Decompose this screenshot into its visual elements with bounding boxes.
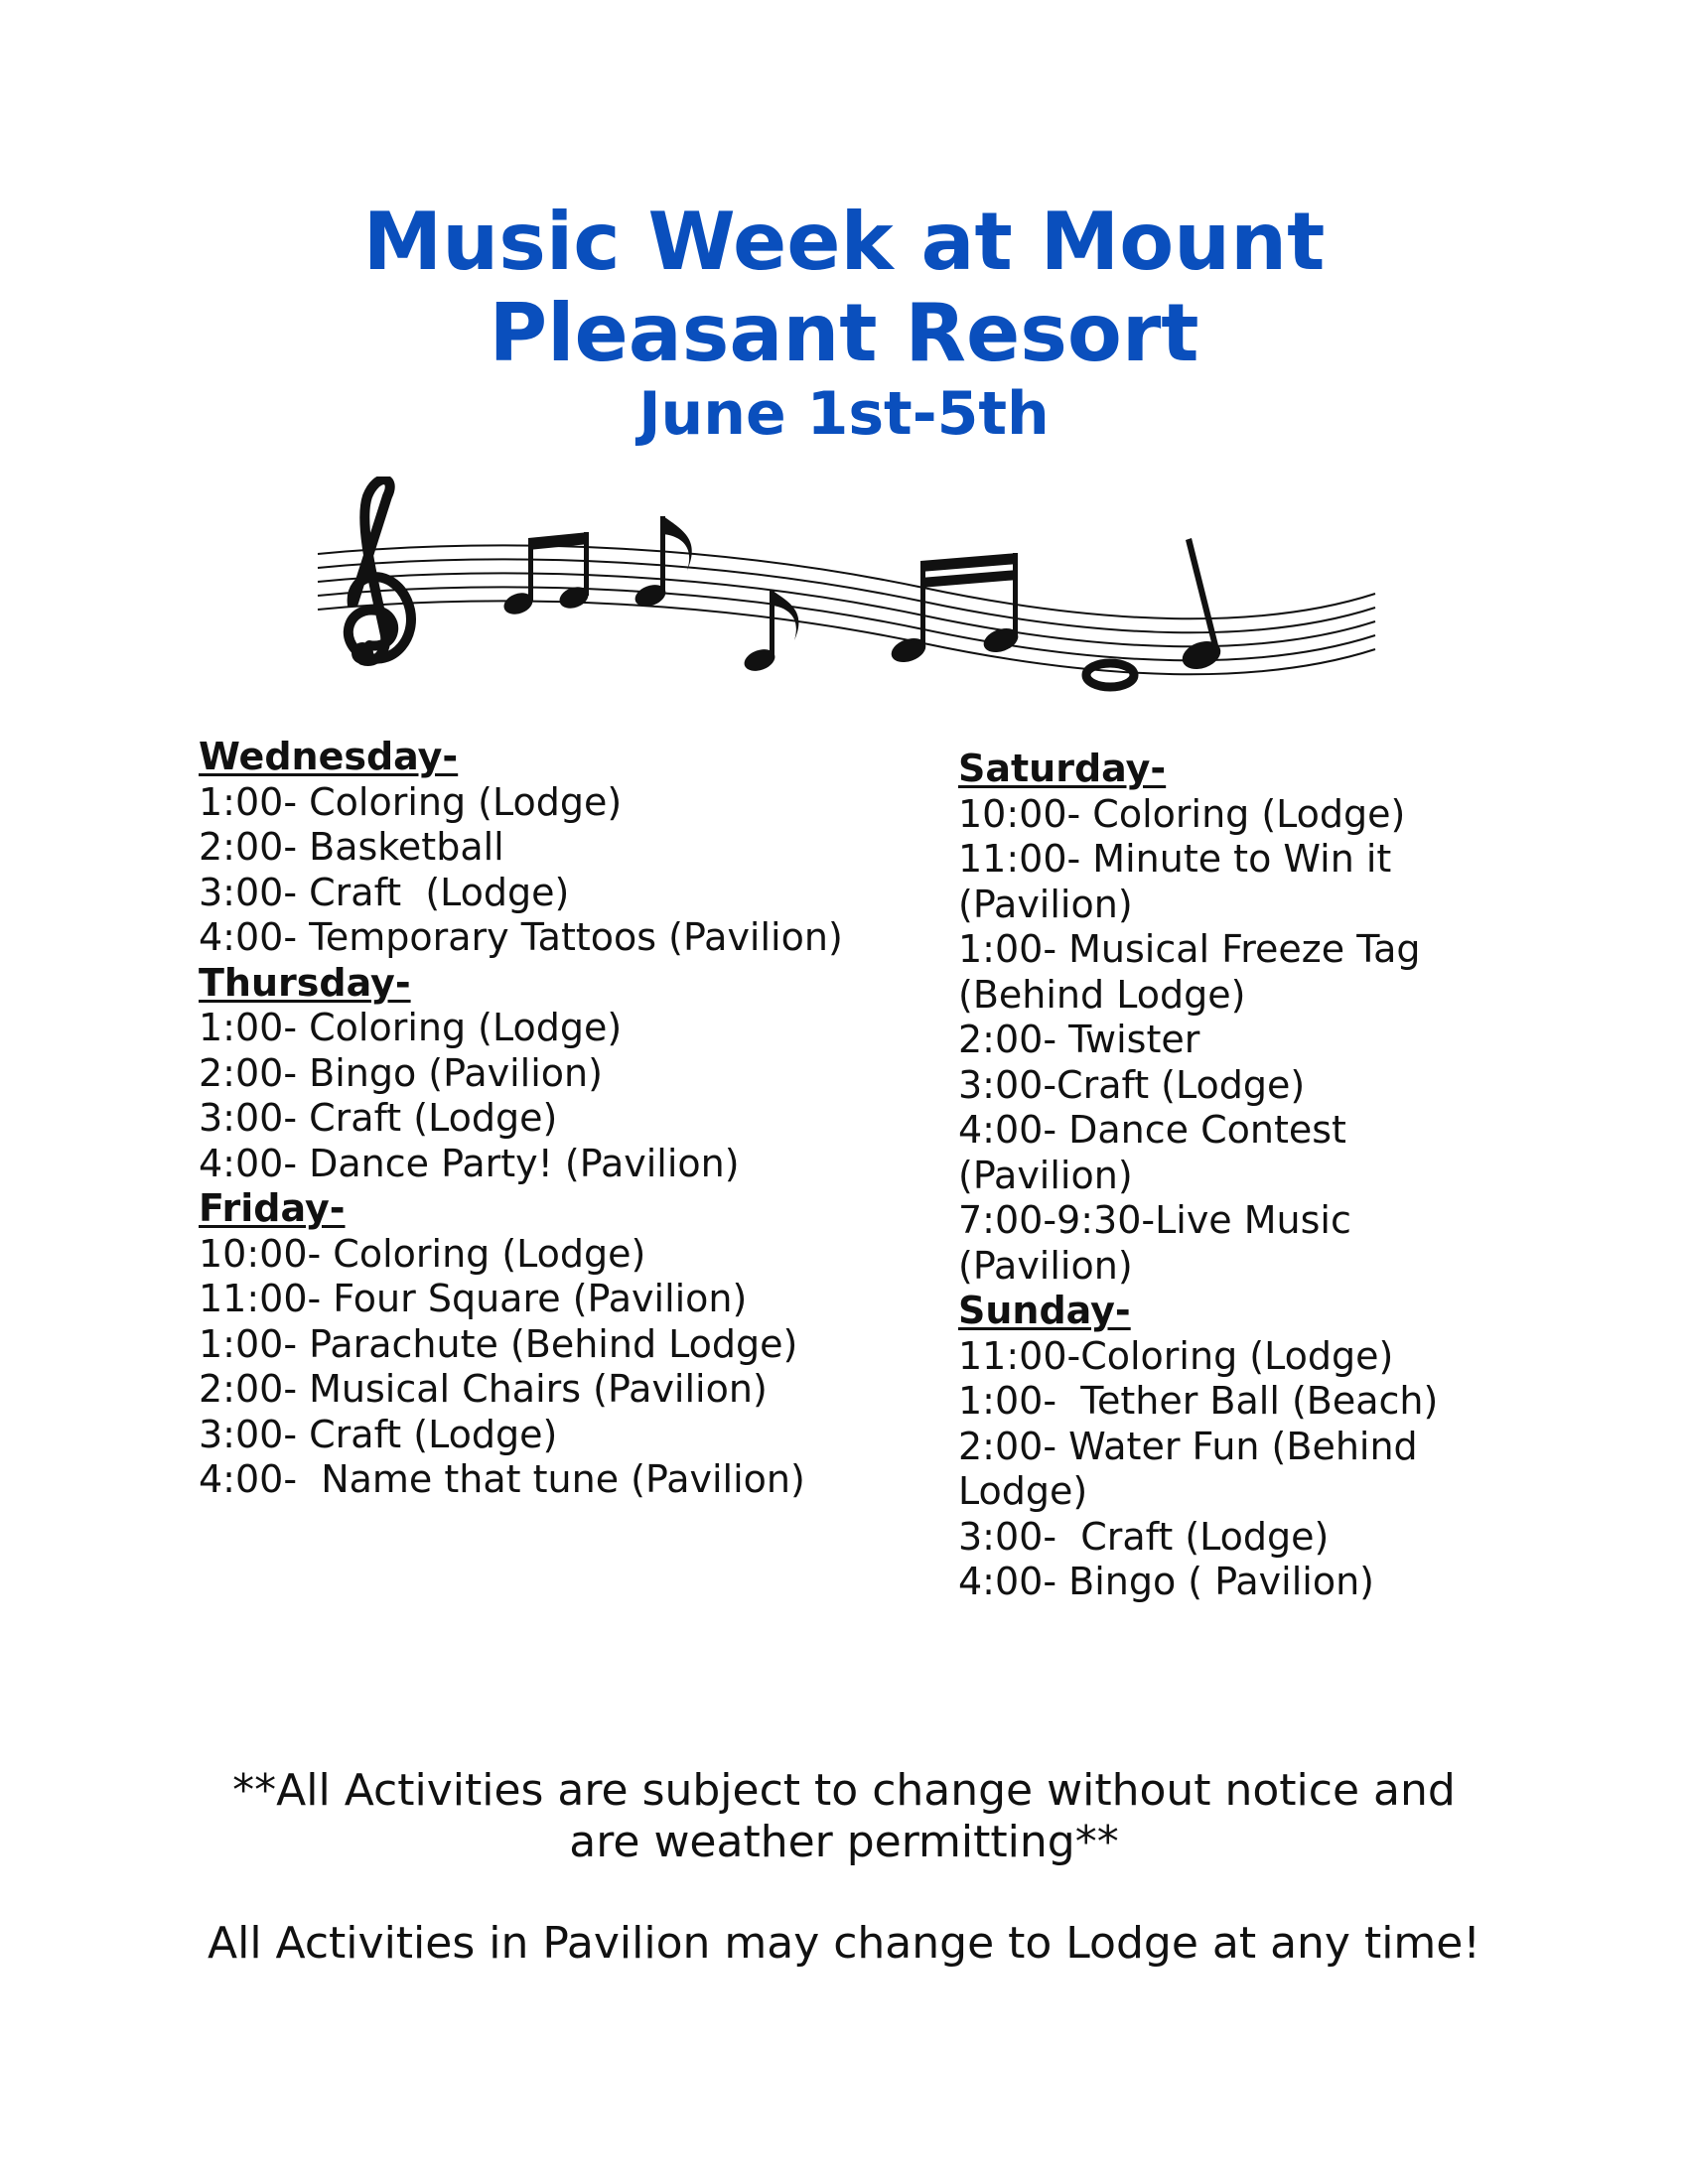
event-item: 1:00- Parachute (Behind Lodge) — [199, 1321, 798, 1366]
event-item: 10:00- Coloring (Lodge) — [199, 1231, 646, 1276]
music-staff-notes-icon — [308, 477, 1380, 715]
event-dates: June 1st-5th — [638, 379, 1050, 449]
day-heading: Wednesday- — [199, 735, 459, 778]
title-line-1: Music Week at Mount — [362, 196, 1326, 288]
pavilion-note: All Activities in Pavilion may change to Lodge at any time! — [208, 1918, 1480, 1969]
day-heading: Thursday- — [199, 960, 411, 1005]
day-wednesday — [199, 735, 953, 961]
disclaimer-note — [0, 1765, 1688, 1868]
event-item: 2:00- Water Fun (Behind Lodge) — [958, 1424, 1430, 1513]
schedule-right-column — [958, 747, 1514, 1605]
event-item: 1:00- Coloring (Lodge) — [199, 1006, 623, 1049]
event-item: 1:00- Coloring (Lodge) — [199, 779, 623, 824]
event-item: 1:00- Musical Freeze Tag (Behind Lodge) — [958, 927, 1433, 1017]
disclaimer-text: **All Activities are subject to change without notice and are weather permitting** — [232, 1765, 1456, 1867]
event-item: 3:00- Craft (Lodge) — [199, 1412, 558, 1456]
schedule-left-column — [199, 735, 953, 1503]
day-thursday — [199, 961, 953, 1187]
day-heading: Friday- — [199, 1186, 346, 1230]
event-item: 2:00- Bingo (Pavilion) — [199, 1050, 603, 1095]
event-item: 4:00- Dance Party! (Pavilion) — [199, 1141, 740, 1185]
event-item: 10:00- Coloring (Lodge) — [958, 791, 1406, 836]
event-item: 3:00- Craft (Lodge) — [958, 1514, 1330, 1559]
event-item: 4:00- Name that tune (Pavilion) — [199, 1457, 805, 1501]
day-heading: Sunday- — [958, 1289, 1131, 1332]
event-item: 3:00-Craft (Lodge) — [958, 1062, 1306, 1107]
day-heading: Saturday- — [958, 747, 1167, 790]
event-item: 1:00- Tether Ball (Beach) — [958, 1379, 1439, 1423]
day-friday — [199, 1186, 953, 1503]
title-line-2: Pleasant Resort — [489, 287, 1199, 379]
event-item: 4:00- Temporary Tattoos (Pavilion) — [199, 915, 843, 959]
day-sunday — [958, 1289, 1514, 1605]
day-saturday — [958, 747, 1514, 1289]
event-item: 11:00- Minute to Win it (Pavilion) — [958, 837, 1404, 926]
event-item: 3:00- Craft (Lodge) — [199, 1096, 558, 1140]
event-item: 3:00- Craft (Lodge) — [199, 870, 570, 914]
event-item: 2:00- Twister — [958, 1018, 1200, 1061]
event-item: 2:00- Musical Chairs (Pavilion) — [199, 1367, 768, 1411]
event-item: 4:00- Bingo ( Pavilion) — [958, 1560, 1375, 1603]
event-item: 2:00- Basketball — [199, 825, 504, 869]
event-item: 7:00-9:30-Live Music (Pavilion) — [958, 1198, 1363, 1288]
event-item: 11:00-Coloring (Lodge) — [958, 1333, 1394, 1378]
event-item: 11:00- Four Square (Pavilion) — [199, 1277, 748, 1320]
event-item: 4:00- Dance Contest (Pavilion) — [958, 1108, 1359, 1197]
